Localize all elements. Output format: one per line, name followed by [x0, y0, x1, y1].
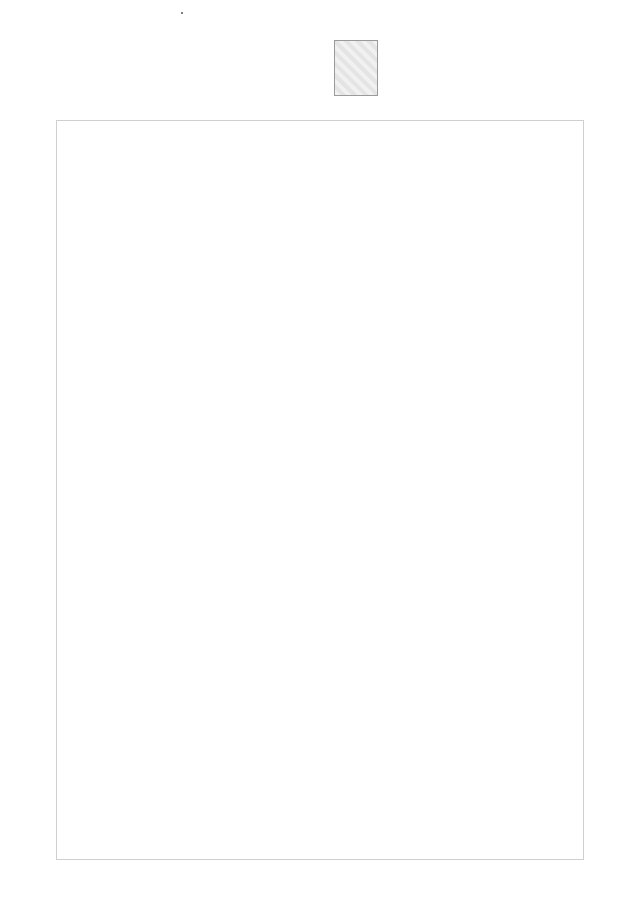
- coat-of-arms-emblem: [334, 40, 378, 96]
- document-body-placeholder: [56, 120, 584, 860]
- coat-of-arms-placeholder: [334, 40, 378, 96]
- document-body: [56, 120, 584, 860]
- scan-dot: [181, 12, 183, 14]
